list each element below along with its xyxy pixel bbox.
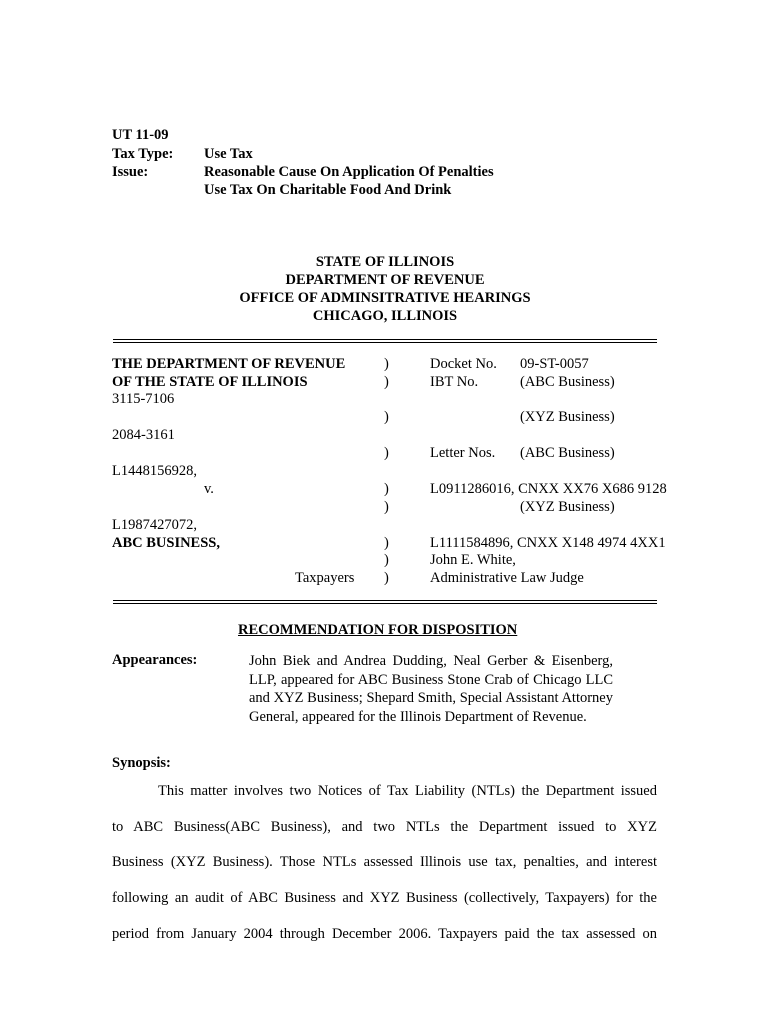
appearances-label: Appearances:	[112, 652, 198, 668]
caption-paren: )	[384, 552, 389, 568]
synopsis-line-1: This matter involves two Notices of Tax Liability (NTLs) the Department issued	[158, 783, 657, 799]
double-rule-top-a	[113, 339, 657, 340]
agency-department: DEPARTMENT OF REVENUE	[285, 272, 485, 288]
caption-paren: )	[384, 535, 389, 551]
letter-value-xyz: (XYZ Business)	[520, 499, 615, 515]
tax-type-label: Tax Type:	[112, 146, 174, 162]
issue-line-2: Use Tax On Charitable Food And Drink	[204, 182, 452, 198]
agency-office: OFFICE OF ADMINSITRATIVE HEARINGS	[239, 290, 531, 306]
caption-paren: )	[384, 570, 389, 586]
synopsis-line-4: following an audit of ABC Business and XYZ Business (collectively, Taxpayers) for the	[112, 890, 657, 906]
case-id: UT 11-09	[112, 127, 169, 143]
caption-paren: )	[384, 409, 389, 425]
judge-name: John E. White,	[430, 552, 516, 568]
docket-value: 09-ST-0057	[520, 356, 589, 372]
letter-value-abc: (ABC Business)	[520, 445, 615, 461]
issue-label: Issue:	[112, 164, 149, 180]
ibt-value-xyz: (XYZ Business)	[520, 409, 615, 425]
caption-number-1: 3115-7106	[112, 391, 175, 407]
caption-paren: )	[384, 499, 389, 515]
letter-number-1: L0911286016, CNXX XX76 X686 9128	[430, 481, 667, 497]
caption-paren: )	[384, 445, 389, 461]
judge-title: Administrative Law Judge	[430, 570, 584, 586]
versus: v.	[204, 481, 214, 497]
caption-number-3: L1448156928,	[112, 463, 197, 479]
letter-number-2: L1111584896, CNXX X148 4974 4XX1	[430, 535, 666, 551]
synopsis-label: Synopsis:	[112, 755, 171, 771]
caption-paren: )	[384, 481, 389, 497]
synopsis-line-5: period from January 2004 through December 2006. Taxpayers paid the tax assessed on	[112, 926, 657, 942]
double-rule-bottom-b	[113, 603, 657, 604]
caption-number-2: 2084-3161	[112, 427, 175, 443]
plaintiff-line-2: OF THE STATE OF ILLINOIS	[112, 374, 308, 390]
agency-state: STATE OF ILLINOIS	[315, 254, 455, 270]
plaintiff-line-1: THE DEPARTMENT OF REVENUE	[112, 356, 346, 372]
document-title: RECOMMENDATION FOR DISPOSITION	[238, 622, 518, 638]
ibt-label: IBT No.	[430, 374, 479, 390]
caption-number-4: L1987427072,	[112, 517, 197, 533]
letter-label: Letter Nos.	[430, 445, 496, 461]
caption-paren: )	[384, 356, 389, 372]
tax-type-value: Use Tax	[204, 146, 253, 162]
caption-paren: )	[384, 374, 389, 390]
taxpayers-label: Taxpayers	[295, 570, 355, 586]
defendant: ABC BUSINESS,	[112, 535, 220, 551]
docket-label: Docket No.	[430, 356, 497, 372]
synopsis-line-2: to ABC Business(ABC Business), and two NTLs the Department issued to XYZ	[112, 819, 657, 835]
ibt-value-abc: (ABC Business)	[520, 374, 615, 390]
double-rule-bottom-a	[113, 600, 657, 601]
appearances-text: John Biek and Andrea Dudding, Neal Gerber & Eisenberg, LLP, appeared for ABC Business Stone Crab of Chicago LLC and XYZ Business; Shepard Smith, Special Assistant Attorney General, appeared for the Illinois Department of Revenue.	[249, 653, 613, 725]
agency-city: CHICAGO, ILLINOIS	[312, 308, 458, 324]
double-rule-top-b	[113, 342, 657, 343]
synopsis-line-3: Business (XYZ Business). Those NTLs assessed Illinois use tax, penalties, and interest	[112, 854, 657, 870]
issue-line-1: Reasonable Cause On Application Of Penalties	[204, 164, 494, 180]
